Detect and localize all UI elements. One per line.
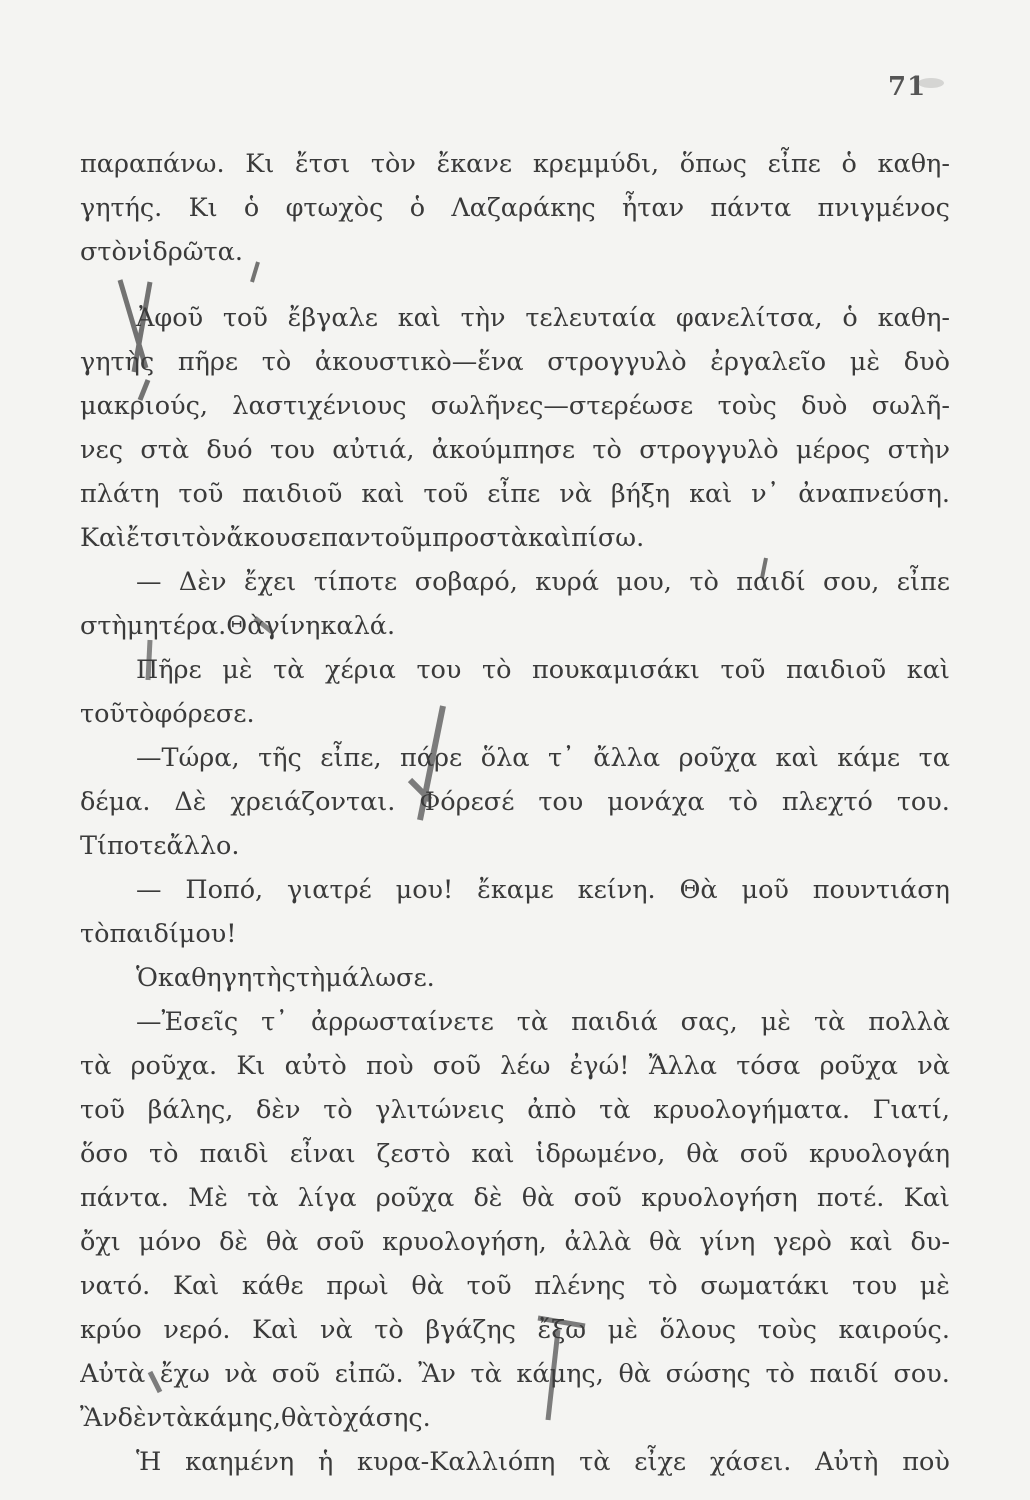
word: μὲ (919, 1271, 950, 1301)
word: μοῦ (741, 875, 789, 905)
word: παραπάνω. (80, 149, 225, 179)
word: ποὺ (365, 1051, 414, 1081)
word: τοὺς (717, 391, 777, 421)
word: καὶ (527, 523, 572, 553)
word: πλάτη (80, 479, 160, 509)
word: χάσει. (709, 1447, 792, 1477)
word: ἔτσι (126, 523, 182, 553)
word: Ποπό, (185, 875, 264, 905)
word: Κι (188, 193, 218, 223)
word: θὰ (649, 1227, 682, 1257)
word: παιδιά (571, 1007, 658, 1037)
word: καὶ (471, 1139, 515, 1169)
word: Καὶ (172, 1271, 220, 1301)
word: δυὸ (903, 347, 950, 377)
word: γίνη (699, 1227, 756, 1257)
page-number: 71 (888, 72, 927, 102)
word: ἀκούμπησε (431, 435, 576, 465)
word: καλά. (320, 611, 396, 641)
word: θὰ (265, 1227, 299, 1257)
word: τὸν (181, 523, 227, 553)
word: χρειάζονται. (230, 787, 396, 817)
word: γητὴς (80, 347, 155, 377)
word: τὸ (689, 567, 719, 597)
word: εἶπε, (320, 743, 382, 773)
word: πλεχτό (781, 787, 873, 817)
word: νὰ (559, 479, 592, 509)
word: σωλῆ- (871, 391, 950, 421)
word: Τίποτε (80, 831, 167, 861)
word: γητής. (80, 193, 163, 223)
word: ἔβγαλε (287, 303, 378, 333)
word: πάντα (710, 193, 792, 223)
word: εἰπῶ. (334, 1359, 404, 1389)
word: τοῦ (720, 655, 766, 685)
word: ποὺ (902, 1447, 950, 1477)
word: ἱδρωμένο, (535, 1139, 666, 1169)
word: καθηγητὴς (157, 963, 296, 993)
word: τὸ (728, 787, 758, 817)
word: πίσω. (571, 523, 645, 553)
word: καὶ (775, 743, 819, 773)
word: Πῆρε (136, 655, 202, 685)
word: νατό. (80, 1271, 151, 1301)
word: Δὲν (178, 567, 227, 597)
word: ροῦχα. (130, 1051, 218, 1081)
pencil-bracket-paragraph (120, 280, 150, 400)
word: μὲ (607, 1315, 638, 1345)
word: Καὶ (252, 1315, 299, 1345)
word: ὅλους (659, 1315, 737, 1345)
pencil-slash-2 (762, 558, 766, 578)
word: στὰ (140, 435, 190, 465)
word: σοῦ (271, 1359, 321, 1389)
word: δυό (206, 435, 253, 465)
word: παντοῦ (321, 523, 416, 553)
word: ἡ (317, 1447, 334, 1477)
word: χέρια (325, 655, 396, 685)
word: ροῦχα (375, 1183, 455, 1213)
word: τὸ (765, 1359, 795, 1389)
word: ἀκουστικὸ—ἕνα (314, 347, 524, 377)
word: Θὰ (679, 875, 718, 905)
word: σοῦ (573, 1183, 622, 1213)
word: καὶ (689, 479, 733, 509)
word: ὁ (841, 149, 857, 179)
word: δυὸ (801, 391, 848, 421)
word: κείνη. (577, 875, 656, 905)
pencil-mark-3 (148, 618, 272, 680)
word: του (416, 655, 462, 685)
word: βγάζης (425, 1315, 516, 1345)
word: δὲ (473, 1183, 503, 1213)
word: κρυολογήση, (382, 1227, 547, 1257)
word: πάρε (400, 743, 463, 773)
word: τὸ (648, 1271, 678, 1301)
word: τὸ (592, 435, 622, 465)
word: μου, (616, 567, 672, 597)
word: καὶ (906, 655, 950, 685)
word: ὅπως (679, 149, 747, 179)
word: ἔχει (243, 567, 297, 597)
word: χάσης. (342, 1403, 431, 1433)
word: τοῦ (423, 479, 469, 509)
word: θὰ (280, 1403, 314, 1433)
word: στὸν (80, 237, 143, 267)
word: ποτέ. (816, 1183, 885, 1213)
word: πολλὰ (868, 1007, 950, 1037)
word: στρογγυλὸ (547, 347, 687, 377)
word: τὸ (261, 347, 292, 377)
word: μου! (395, 875, 454, 905)
word: θὰ (411, 1271, 444, 1301)
word: νὰ (917, 1051, 950, 1081)
word: Μὲ (188, 1183, 228, 1213)
word: εἶπε (767, 149, 821, 179)
word: εἶπε (487, 479, 541, 509)
word: Ὁ (136, 963, 158, 993)
word: ἱδρῶτα. (142, 237, 243, 267)
word: Καὶ (80, 523, 127, 553)
word: του. (896, 787, 950, 817)
word: πουντιάση (812, 875, 950, 905)
word: — (136, 567, 162, 597)
word: καθη- (877, 149, 950, 179)
word: του (852, 1271, 898, 1301)
word: τὰ (80, 1051, 112, 1081)
word: μου! (178, 919, 237, 949)
word: τὰ (516, 1007, 549, 1037)
word: λέω (500, 1051, 551, 1081)
word: τὸ (481, 655, 512, 685)
word: ὁ (243, 193, 260, 223)
word: Θὰ (226, 611, 265, 641)
word: τοῦ (178, 479, 224, 509)
word: τελευταία (525, 303, 657, 333)
word: τὸ (149, 1139, 179, 1169)
word: σοῦ (739, 1139, 789, 1169)
word: ἀναπνεύση. (798, 479, 950, 509)
word: δὲν (256, 1095, 301, 1125)
word: μακριούς, (80, 391, 208, 421)
word: ροῦχα (678, 743, 758, 773)
word: καὶ (361, 479, 405, 509)
word: παιδιοῦ (786, 655, 887, 685)
word: πῆρε (177, 347, 239, 377)
word: τῆς (258, 743, 302, 773)
word: τὸ (374, 1315, 404, 1345)
word: ἄκουσε (226, 523, 322, 553)
word: — (136, 875, 162, 905)
word: τὸ (313, 1403, 343, 1433)
word: νες (80, 435, 123, 465)
word: φόρεσε. (154, 699, 255, 729)
word: τὰ (813, 1007, 846, 1037)
word: σωλῆνες—στερέωσε (430, 391, 694, 421)
word: σώσης (665, 1359, 751, 1389)
word: εἶπε (896, 567, 950, 597)
word: μὲ (222, 655, 253, 685)
word: στρογγυλὸ (639, 435, 779, 465)
word: Ἄλλα (648, 1051, 717, 1081)
word: ἐγώ! (569, 1051, 630, 1081)
word: καὶ (849, 1227, 893, 1257)
word: ἔξω (537, 1315, 587, 1345)
word: Δὲ (174, 787, 207, 817)
word: μπροστὰ (415, 523, 528, 553)
word: τὰ (273, 655, 305, 685)
word: Ἀφοῦ (136, 303, 204, 333)
word: τὴν (460, 303, 506, 333)
word: γιατρέ (287, 875, 372, 905)
word: σας, (680, 1007, 738, 1037)
word: ἀπὸ (527, 1095, 577, 1125)
word: γίνη (264, 611, 321, 641)
pencil-stroke-lower (150, 1318, 585, 1420)
word: νὰ (224, 1359, 258, 1389)
word: ἔκανε (436, 149, 513, 179)
word: βήξη (610, 479, 671, 509)
word: κυρα-Καλλιόπη (357, 1447, 556, 1477)
word: Αὐτὴ (815, 1447, 879, 1477)
word: ἔτσι (295, 149, 351, 179)
word: φανελίτσα, (675, 303, 823, 333)
word: παιδί (809, 1359, 879, 1389)
word: τὴ (295, 963, 326, 993)
word: Καὶ (903, 1183, 950, 1213)
word: σοβαρό, (414, 567, 518, 597)
word: πρωὶ (326, 1271, 389, 1301)
word: τ᾿ (547, 743, 575, 773)
word: σου, (822, 567, 880, 597)
word: τὰ (599, 1095, 631, 1125)
word: αὐτὸ (284, 1051, 347, 1081)
word: ἀρρωσταίνετε (311, 1007, 494, 1037)
word: Ἂν (418, 1359, 456, 1389)
word: λίγα (297, 1183, 357, 1213)
word: παιδί (736, 567, 806, 597)
word: μάλωσε. (325, 963, 435, 993)
word: ἀλλὰ (564, 1227, 632, 1257)
word: ἄλλο. (166, 831, 240, 861)
word: κάθε (241, 1271, 304, 1301)
word: του (538, 787, 584, 817)
word: τὰ (247, 1183, 279, 1213)
word: Γιατί, (872, 1095, 950, 1125)
pencil-slash-1 (252, 262, 258, 282)
word: κρυολογήση (641, 1183, 798, 1213)
word: εἶναι (289, 1139, 356, 1169)
word: αὐτιά, (332, 435, 415, 465)
word: τόσα (736, 1051, 801, 1081)
word: σοῦ (432, 1051, 482, 1081)
word: κρύο (80, 1315, 142, 1345)
word: παιδὶ (199, 1139, 269, 1169)
word: στὴ (80, 611, 127, 641)
word: τοῦ (80, 1095, 125, 1125)
word: —Ἐσεῖς (136, 1007, 239, 1037)
word: σοῦ (316, 1227, 365, 1257)
word: βάλης, (147, 1095, 234, 1125)
word: κρεμμύδι, (532, 149, 660, 179)
word: τοὺς (757, 1315, 817, 1345)
word: κάμης, (193, 1403, 281, 1433)
word: τίποτε (313, 567, 398, 597)
word: θὰ (618, 1359, 652, 1389)
word: τὰ (470, 1359, 502, 1389)
word: κάμης, (516, 1359, 604, 1389)
word: πλένης (534, 1271, 626, 1301)
word: ἄλλα (593, 743, 661, 773)
word: εἶχε (634, 1447, 687, 1477)
word: ὅσο (80, 1139, 129, 1169)
word: μὲ (849, 347, 881, 377)
word: ὅλα (480, 743, 530, 773)
word: τὸ (80, 919, 110, 949)
word: Κι (245, 149, 275, 179)
word: Ἂν (80, 1403, 118, 1433)
word: του (269, 435, 315, 465)
word: ὄχι (80, 1227, 121, 1257)
word: τοῦ (466, 1271, 512, 1301)
word: σωματάκι (700, 1271, 830, 1301)
word: πουκαμισάκι (532, 655, 700, 685)
word: πάντα. (80, 1183, 169, 1213)
word: ἔχω (159, 1359, 210, 1389)
word: δὲ (219, 1227, 249, 1257)
word: —Τώρα, (136, 743, 240, 773)
word: στὴν (887, 435, 950, 465)
word: τοῦ (222, 303, 268, 333)
word: ἦταν (622, 193, 685, 223)
word: σου. (893, 1359, 950, 1389)
word: δὲν (117, 1403, 163, 1433)
word: νὰ (319, 1315, 353, 1345)
word: λαστιχένιους (232, 391, 407, 421)
word: μητέρα. (126, 611, 227, 641)
word: ροῦχα (819, 1051, 898, 1081)
word: μὲ (760, 1007, 791, 1037)
word: καιρούς. (838, 1315, 950, 1345)
word: πνιγμένος (817, 193, 950, 223)
word: τὰ (579, 1447, 611, 1477)
word: γλιτώνεις (375, 1095, 505, 1125)
word: γερὸ (773, 1227, 832, 1257)
word: κρυολογάη (808, 1139, 950, 1169)
word: τοῦ (80, 699, 125, 729)
word: θὰ (521, 1183, 555, 1213)
word: καὶ (397, 303, 441, 333)
word: τὸ (323, 1095, 353, 1125)
word: καθη- (877, 303, 950, 333)
word: δέμα. (80, 787, 151, 817)
word: μόνο (138, 1227, 202, 1257)
word: τὸ (124, 699, 155, 729)
word: ὁ (842, 303, 858, 333)
word: ὁ (409, 193, 426, 223)
word: δυ- (910, 1227, 950, 1257)
pencil-stroke-vertical (410, 706, 443, 820)
word: ἐργαλεῖο (710, 347, 827, 377)
word: μονάχα (607, 787, 705, 817)
word: κυρά (535, 567, 599, 597)
word: καημένη (185, 1447, 295, 1477)
word: ν᾿ (751, 479, 780, 509)
word: τα (918, 743, 950, 773)
word: φτωχὸς (285, 193, 384, 223)
word: μέρος (795, 435, 871, 465)
word: Κι (236, 1051, 266, 1081)
word: Ἡ (136, 1447, 162, 1477)
word: νερό. (163, 1315, 231, 1345)
word: τὸν (370, 149, 416, 179)
word: θὰ (686, 1139, 719, 1169)
word: παιδιοῦ (242, 479, 343, 509)
word: Λαζαράκης (451, 193, 596, 223)
word: Φόρεσέ (419, 787, 515, 817)
word: ἔκαμε (477, 875, 554, 905)
word: ζεστὸ (376, 1139, 451, 1169)
word: παιδί (109, 919, 179, 949)
word: κρυολογήματα. (653, 1095, 851, 1125)
word: τὰ (162, 1403, 194, 1433)
word: τ᾿ (261, 1007, 289, 1037)
word: Αὐτὰ (80, 1359, 146, 1389)
word: κάμε (837, 743, 901, 773)
